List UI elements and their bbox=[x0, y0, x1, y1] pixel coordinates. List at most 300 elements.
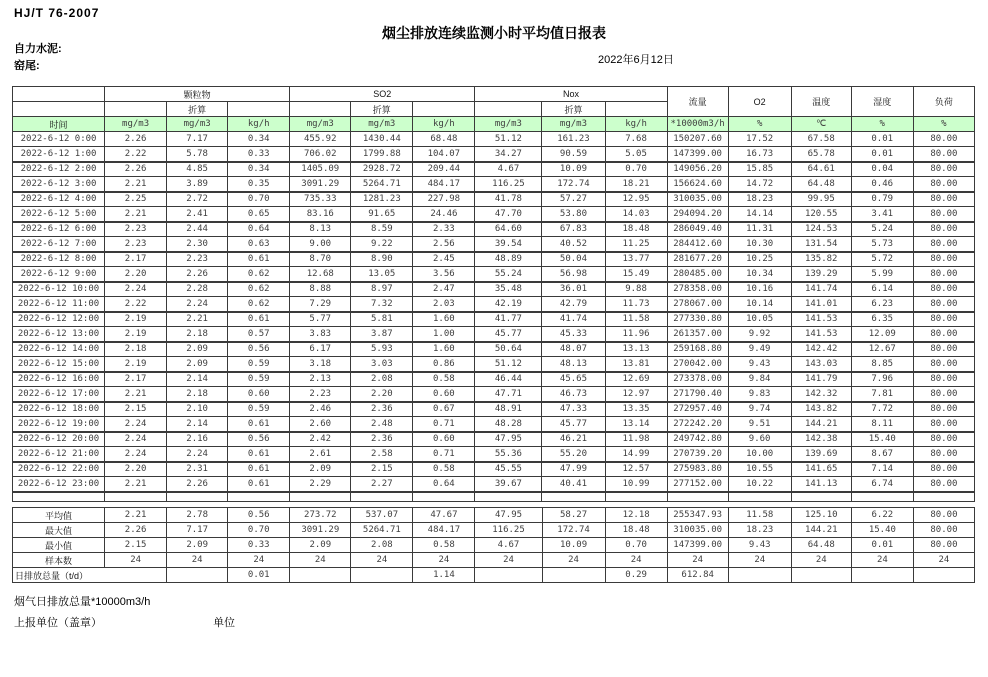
value-cell: 46.73 bbox=[542, 387, 605, 402]
summary-value-cell: 0.70 bbox=[228, 523, 290, 538]
summary-value-cell: 7.17 bbox=[167, 523, 228, 538]
summary-label: 最大值 bbox=[13, 523, 105, 538]
header-rows bbox=[13, 87, 975, 132]
value-cell: 99.95 bbox=[791, 192, 851, 207]
summary-value-cell: 2.09 bbox=[167, 538, 228, 553]
empty-cell bbox=[475, 492, 542, 502]
value-cell: 131.54 bbox=[791, 237, 851, 252]
report-unit-label: 上报单位（盖章） bbox=[14, 617, 102, 629]
value-cell: 12.68 bbox=[290, 267, 351, 282]
value-cell: 80.00 bbox=[913, 387, 974, 402]
time-cell: 2022-6-12 18:00 bbox=[13, 402, 105, 417]
value-cell: 271790.40 bbox=[667, 387, 728, 402]
value-cell: 7.72 bbox=[851, 402, 913, 417]
unit-cell: mg/m3 bbox=[351, 117, 413, 132]
value-cell: 141.53 bbox=[791, 312, 851, 327]
summary-value-cell: 10.09 bbox=[542, 538, 605, 553]
summary-value-cell: 24 bbox=[351, 553, 413, 568]
value-cell: 139.69 bbox=[791, 447, 851, 462]
value-cell: 2.24 bbox=[105, 417, 167, 432]
summary-value-cell: 24 bbox=[667, 553, 728, 568]
value-cell: 0.59 bbox=[228, 357, 290, 372]
summary-value-cell: 24 bbox=[475, 553, 542, 568]
summary-value-cell: 24 bbox=[605, 553, 667, 568]
value-cell: 7.29 bbox=[290, 297, 351, 312]
value-cell: 15.85 bbox=[728, 162, 791, 177]
summary-row bbox=[13, 538, 975, 553]
daily-total-cell bbox=[791, 568, 851, 583]
value-cell: 2.23 bbox=[167, 252, 228, 267]
value-cell: 2.31 bbox=[167, 462, 228, 477]
empty-cell bbox=[913, 492, 974, 502]
daily-total-cell: 1.14 bbox=[413, 568, 475, 583]
value-cell: 5.73 bbox=[851, 237, 913, 252]
empty-cell bbox=[105, 492, 167, 502]
value-cell: 0.67 bbox=[413, 402, 475, 417]
summary-value-cell: 24 bbox=[413, 553, 475, 568]
value-cell: 8.85 bbox=[851, 357, 913, 372]
unit-cell: kg/h bbox=[413, 117, 475, 132]
value-cell: 2928.72 bbox=[351, 162, 413, 177]
table-row bbox=[13, 132, 975, 147]
value-cell: 0.86 bbox=[413, 357, 475, 372]
summary-value-cell: 273.72 bbox=[290, 508, 351, 523]
value-cell: 2.28 bbox=[167, 282, 228, 297]
header-row-units bbox=[13, 117, 975, 132]
value-cell: 13.77 bbox=[605, 252, 667, 267]
value-cell: 45.65 bbox=[542, 372, 605, 387]
value-cell: 3.87 bbox=[351, 327, 413, 342]
value-cell: 116.25 bbox=[475, 177, 542, 192]
value-cell: 156624.60 bbox=[667, 177, 728, 192]
value-cell: 2.26 bbox=[105, 162, 167, 177]
value-cell: 12.67 bbox=[851, 342, 913, 357]
standard-code: HJ/T 76-2007 bbox=[14, 6, 100, 20]
value-cell: 6.35 bbox=[851, 312, 913, 327]
daily-total-cell: 0.01 bbox=[228, 568, 290, 583]
value-cell: 80.00 bbox=[913, 252, 974, 267]
value-cell: 67.58 bbox=[791, 132, 851, 147]
value-cell: 80.00 bbox=[913, 312, 974, 327]
value-cell: 41.77 bbox=[475, 312, 542, 327]
value-cell: 80.00 bbox=[913, 342, 974, 357]
report-tables bbox=[12, 86, 988, 583]
value-cell: 2.23 bbox=[105, 222, 167, 237]
value-cell: 2.20 bbox=[105, 462, 167, 477]
summary-value-cell: 484.17 bbox=[413, 523, 475, 538]
empty-header-cell bbox=[413, 102, 475, 117]
subheader-pm-converted: 折算 bbox=[167, 102, 228, 117]
table-row bbox=[13, 282, 975, 297]
value-cell: 48.07 bbox=[542, 342, 605, 357]
summary-value-cell: 24 bbox=[290, 553, 351, 568]
value-cell: 2.21 bbox=[105, 207, 167, 222]
time-cell: 2022-6-12 4:00 bbox=[13, 192, 105, 207]
empty-cell bbox=[851, 492, 913, 502]
value-cell: 10.99 bbox=[605, 477, 667, 492]
table-row bbox=[13, 462, 975, 477]
summary-value-cell: 2.08 bbox=[351, 538, 413, 553]
value-cell: 273378.00 bbox=[667, 372, 728, 387]
value-cell: 0.61 bbox=[228, 417, 290, 432]
value-cell: 0.60 bbox=[413, 432, 475, 447]
table-row bbox=[13, 177, 975, 192]
unit-cell: mg/m3 bbox=[542, 117, 605, 132]
col-header-o2: O2 bbox=[728, 87, 791, 117]
table-row bbox=[13, 342, 975, 357]
value-cell: 55.24 bbox=[475, 267, 542, 282]
value-cell: 141.79 bbox=[791, 372, 851, 387]
value-cell: 7.81 bbox=[851, 387, 913, 402]
value-cell: 0.61 bbox=[228, 447, 290, 462]
value-cell: 46.44 bbox=[475, 372, 542, 387]
value-cell: 9.92 bbox=[728, 327, 791, 342]
value-cell: 47.71 bbox=[475, 387, 542, 402]
summary-value-cell: 24 bbox=[913, 553, 974, 568]
unit-cell: % bbox=[913, 117, 974, 132]
unit-cell: mg/m3 bbox=[290, 117, 351, 132]
time-cell: 2022-6-12 16:00 bbox=[13, 372, 105, 387]
value-cell: 141.01 bbox=[791, 297, 851, 312]
value-cell: 80.00 bbox=[913, 282, 974, 297]
summary-value-cell: 310035.00 bbox=[667, 523, 728, 538]
value-cell: 280485.00 bbox=[667, 267, 728, 282]
value-cell: 2.27 bbox=[351, 477, 413, 492]
value-cell: 2.21 bbox=[167, 312, 228, 327]
value-cell: 6.74 bbox=[851, 477, 913, 492]
summary-value-cell: 24 bbox=[542, 553, 605, 568]
value-cell: 3.41 bbox=[851, 207, 913, 222]
value-cell: 1799.88 bbox=[351, 147, 413, 162]
value-cell: 9.74 bbox=[728, 402, 791, 417]
summary-label: 样本数 bbox=[13, 553, 105, 568]
summary-value-cell: 12.18 bbox=[605, 508, 667, 523]
value-cell: 9.84 bbox=[728, 372, 791, 387]
value-cell: 5.77 bbox=[290, 312, 351, 327]
value-cell: 3.03 bbox=[351, 357, 413, 372]
table-row bbox=[13, 477, 975, 492]
value-cell: 2.45 bbox=[413, 252, 475, 267]
summary-value-cell: 6.22 bbox=[851, 508, 913, 523]
summary-value-cell: 24 bbox=[167, 553, 228, 568]
summary-value-cell: 5264.71 bbox=[351, 523, 413, 538]
value-cell: 2.17 bbox=[105, 252, 167, 267]
time-cell: 2022-6-12 10:00 bbox=[13, 282, 105, 297]
value-cell: 12.97 bbox=[605, 387, 667, 402]
time-column-header: 时间 bbox=[13, 117, 105, 132]
value-cell: 80.00 bbox=[913, 432, 974, 447]
value-cell: 275983.80 bbox=[667, 462, 728, 477]
summary-value-cell: 147399.00 bbox=[667, 538, 728, 553]
daily-total-row bbox=[13, 568, 975, 583]
value-cell: 2.60 bbox=[290, 417, 351, 432]
value-cell: 12.57 bbox=[605, 462, 667, 477]
table-row bbox=[13, 402, 975, 417]
value-cell: 278067.00 bbox=[667, 297, 728, 312]
value-cell: 5.81 bbox=[351, 312, 413, 327]
value-cell: 1.60 bbox=[413, 342, 475, 357]
table-row bbox=[13, 192, 975, 207]
value-cell: 2.10 bbox=[167, 402, 228, 417]
value-cell: 227.98 bbox=[413, 192, 475, 207]
value-cell: 2.13 bbox=[290, 372, 351, 387]
table-row bbox=[13, 267, 975, 282]
time-cell: 2022-6-12 20:00 bbox=[13, 432, 105, 447]
table-row bbox=[13, 252, 975, 267]
value-cell: 2.22 bbox=[105, 147, 167, 162]
value-cell: 5.93 bbox=[351, 342, 413, 357]
value-cell: 7.17 bbox=[167, 132, 228, 147]
value-cell: 13.05 bbox=[351, 267, 413, 282]
summary-value-cell: 24 bbox=[228, 553, 290, 568]
summary-value-cell: 125.10 bbox=[791, 508, 851, 523]
value-cell: 41.78 bbox=[475, 192, 542, 207]
flow-total-note: 烟气日排放总量*10000m3/h bbox=[14, 596, 151, 608]
value-cell: 3.56 bbox=[413, 267, 475, 282]
daily-total-cell bbox=[167, 568, 228, 583]
value-cell: 50.04 bbox=[542, 252, 605, 267]
summary-value-cell: 144.21 bbox=[791, 523, 851, 538]
value-cell: 0.70 bbox=[605, 162, 667, 177]
value-cell: 270739.20 bbox=[667, 447, 728, 462]
unit-cell: *10000m3/h bbox=[667, 117, 728, 132]
value-cell: 2.24 bbox=[105, 447, 167, 462]
summary-row bbox=[13, 553, 975, 568]
value-cell: 9.60 bbox=[728, 432, 791, 447]
value-cell: 40.41 bbox=[542, 477, 605, 492]
value-cell: 278358.00 bbox=[667, 282, 728, 297]
value-cell: 42.19 bbox=[475, 297, 542, 312]
value-cell: 14.99 bbox=[605, 447, 667, 462]
value-cell: 272957.40 bbox=[667, 402, 728, 417]
value-cell: 2.08 bbox=[351, 372, 413, 387]
summary-value-cell: 0.01 bbox=[851, 538, 913, 553]
value-cell: 91.65 bbox=[351, 207, 413, 222]
value-cell: 277330.80 bbox=[667, 312, 728, 327]
time-cell: 2022-6-12 6:00 bbox=[13, 222, 105, 237]
summary-value-cell: 11.58 bbox=[728, 508, 791, 523]
value-cell: 0.59 bbox=[228, 402, 290, 417]
value-cell: 56.98 bbox=[542, 267, 605, 282]
value-cell: 3.18 bbox=[290, 357, 351, 372]
value-cell: 2.30 bbox=[167, 237, 228, 252]
value-cell: 2.24 bbox=[167, 447, 228, 462]
summary-value-cell: 537.07 bbox=[351, 508, 413, 523]
summary-row bbox=[13, 508, 975, 523]
value-cell: 15.40 bbox=[851, 432, 913, 447]
value-cell: 80.00 bbox=[913, 237, 974, 252]
value-cell: 34.27 bbox=[475, 147, 542, 162]
time-cell: 2022-6-12 8:00 bbox=[13, 252, 105, 267]
group-header-so2: SO2 bbox=[290, 87, 475, 102]
value-cell: 2.09 bbox=[167, 342, 228, 357]
empty-cell bbox=[351, 492, 413, 502]
value-cell: 6.14 bbox=[851, 282, 913, 297]
value-cell: 0.56 bbox=[228, 432, 290, 447]
value-cell: 45.55 bbox=[475, 462, 542, 477]
value-cell: 10.05 bbox=[728, 312, 791, 327]
value-cell: 10.55 bbox=[728, 462, 791, 477]
value-cell: 10.30 bbox=[728, 237, 791, 252]
value-cell: 104.07 bbox=[413, 147, 475, 162]
value-cell: 5.24 bbox=[851, 222, 913, 237]
value-cell: 2.14 bbox=[167, 417, 228, 432]
unit-cell: mg/m3 bbox=[475, 117, 542, 132]
kiln-label: 窑尾: bbox=[14, 60, 40, 72]
empty-cell bbox=[542, 492, 605, 502]
value-cell: 5264.71 bbox=[351, 177, 413, 192]
value-cell: 2.19 bbox=[105, 357, 167, 372]
daily-total-cell: 612.84 bbox=[667, 568, 728, 583]
value-cell: 4.85 bbox=[167, 162, 228, 177]
summary-value-cell: 2.26 bbox=[105, 523, 167, 538]
value-cell: 139.29 bbox=[791, 267, 851, 282]
value-cell: 8.13 bbox=[290, 222, 351, 237]
summary-value-cell: 18.23 bbox=[728, 523, 791, 538]
summary-value-cell: 4.67 bbox=[475, 538, 542, 553]
value-cell: 0.60 bbox=[228, 387, 290, 402]
value-cell: 0.01 bbox=[851, 132, 913, 147]
value-cell: 13.35 bbox=[605, 402, 667, 417]
value-cell: 13.13 bbox=[605, 342, 667, 357]
value-cell: 40.52 bbox=[542, 237, 605, 252]
value-cell: 80.00 bbox=[913, 327, 974, 342]
value-cell: 24.46 bbox=[413, 207, 475, 222]
subheader-so2-converted: 折算 bbox=[351, 102, 413, 117]
value-cell: 7.32 bbox=[351, 297, 413, 312]
time-cell: 2022-6-12 14:00 bbox=[13, 342, 105, 357]
value-cell: 0.65 bbox=[228, 207, 290, 222]
col-header-load: 负荷 bbox=[913, 87, 974, 117]
value-cell: 150207.60 bbox=[667, 132, 728, 147]
value-cell: 0.34 bbox=[228, 132, 290, 147]
summary-value-cell: 24 bbox=[728, 553, 791, 568]
report-date: 2022年6月12日 bbox=[598, 54, 674, 66]
value-cell: 0.01 bbox=[851, 147, 913, 162]
value-cell: 141.65 bbox=[791, 462, 851, 477]
col-header-humidity: 湿度 bbox=[851, 87, 913, 117]
value-cell: 124.53 bbox=[791, 222, 851, 237]
company-label: 自力水泥: bbox=[14, 43, 62, 55]
value-cell: 3091.29 bbox=[290, 177, 351, 192]
value-cell: 0.57 bbox=[228, 327, 290, 342]
value-cell: 2.18 bbox=[167, 387, 228, 402]
value-cell: 45.77 bbox=[542, 417, 605, 432]
value-cell: 1.00 bbox=[413, 327, 475, 342]
value-cell: 48.28 bbox=[475, 417, 542, 432]
summary-value-cell: 24 bbox=[105, 553, 167, 568]
summary-value-cell: 3091.29 bbox=[290, 523, 351, 538]
table-row bbox=[13, 357, 975, 372]
value-cell: 2.15 bbox=[351, 462, 413, 477]
value-cell: 80.00 bbox=[913, 192, 974, 207]
value-cell: 141.74 bbox=[791, 282, 851, 297]
page-footer bbox=[14, 593, 988, 630]
value-cell: 13.81 bbox=[605, 357, 667, 372]
value-cell: 53.80 bbox=[542, 207, 605, 222]
value-cell: 11.73 bbox=[605, 297, 667, 312]
value-cell: 2.47 bbox=[413, 282, 475, 297]
corner-cell bbox=[13, 102, 105, 117]
value-cell: 2.17 bbox=[105, 372, 167, 387]
value-cell: 90.59 bbox=[542, 147, 605, 162]
daily-total-cell: 0.29 bbox=[605, 568, 667, 583]
value-cell: 284412.60 bbox=[667, 237, 728, 252]
time-cell: 2022-6-12 15:00 bbox=[13, 357, 105, 372]
time-cell: 2022-6-12 5:00 bbox=[13, 207, 105, 222]
value-cell: 48.91 bbox=[475, 402, 542, 417]
value-cell: 2.44 bbox=[167, 222, 228, 237]
time-cell: 2022-6-12 9:00 bbox=[13, 267, 105, 282]
summary-value-cell: 47.67 bbox=[413, 508, 475, 523]
value-cell: 120.55 bbox=[791, 207, 851, 222]
value-cell: 10.22 bbox=[728, 477, 791, 492]
empty-header-cell bbox=[475, 102, 542, 117]
daily-total-cell bbox=[351, 568, 413, 583]
value-cell: 45.33 bbox=[542, 327, 605, 342]
value-cell: 1430.44 bbox=[351, 132, 413, 147]
value-cell: 0.59 bbox=[228, 372, 290, 387]
value-cell: 17.52 bbox=[728, 132, 791, 147]
daily-total-cell bbox=[728, 568, 791, 583]
value-cell: 8.88 bbox=[290, 282, 351, 297]
value-cell: 80.00 bbox=[913, 477, 974, 492]
table-row bbox=[13, 372, 975, 387]
value-cell: 12.69 bbox=[605, 372, 667, 387]
value-cell: 10.14 bbox=[728, 297, 791, 312]
value-cell: 2.21 bbox=[105, 387, 167, 402]
value-cell: 80.00 bbox=[913, 357, 974, 372]
table-row bbox=[13, 222, 975, 237]
value-cell: 2.36 bbox=[351, 402, 413, 417]
header-row-groups bbox=[13, 87, 975, 102]
value-cell: 2.15 bbox=[105, 402, 167, 417]
value-cell: 0.71 bbox=[413, 417, 475, 432]
summary-value-cell: 2.09 bbox=[290, 538, 351, 553]
value-cell: 0.56 bbox=[228, 342, 290, 357]
value-cell: 10.34 bbox=[728, 267, 791, 282]
value-cell: 9.00 bbox=[290, 237, 351, 252]
value-cell: 281677.20 bbox=[667, 252, 728, 267]
value-cell: 2.56 bbox=[413, 237, 475, 252]
col-header-flow: 流量 bbox=[667, 87, 728, 117]
value-cell: 68.48 bbox=[413, 132, 475, 147]
value-cell: 706.02 bbox=[290, 147, 351, 162]
value-cell: 10.00 bbox=[728, 447, 791, 462]
value-cell: 9.43 bbox=[728, 357, 791, 372]
value-cell: 1405.09 bbox=[290, 162, 351, 177]
empty-cell bbox=[228, 492, 290, 502]
value-cell: 11.31 bbox=[728, 222, 791, 237]
value-cell: 270042.00 bbox=[667, 357, 728, 372]
value-cell: 261357.00 bbox=[667, 327, 728, 342]
summary-value-cell: 64.48 bbox=[791, 538, 851, 553]
value-cell: 0.70 bbox=[228, 192, 290, 207]
value-cell: 12.95 bbox=[605, 192, 667, 207]
value-cell: 143.03 bbox=[791, 357, 851, 372]
value-cell: 2.24 bbox=[105, 282, 167, 297]
value-cell: 735.33 bbox=[290, 192, 351, 207]
empty-cell bbox=[728, 492, 791, 502]
summary-value-cell: 58.27 bbox=[542, 508, 605, 523]
unit-cell: ℃ bbox=[791, 117, 851, 132]
value-cell: 18.48 bbox=[605, 222, 667, 237]
daily-total-cell bbox=[542, 568, 605, 583]
value-cell: 2.41 bbox=[167, 207, 228, 222]
value-cell: 249742.80 bbox=[667, 432, 728, 447]
value-cell: 41.74 bbox=[542, 312, 605, 327]
value-cell: 172.74 bbox=[542, 177, 605, 192]
